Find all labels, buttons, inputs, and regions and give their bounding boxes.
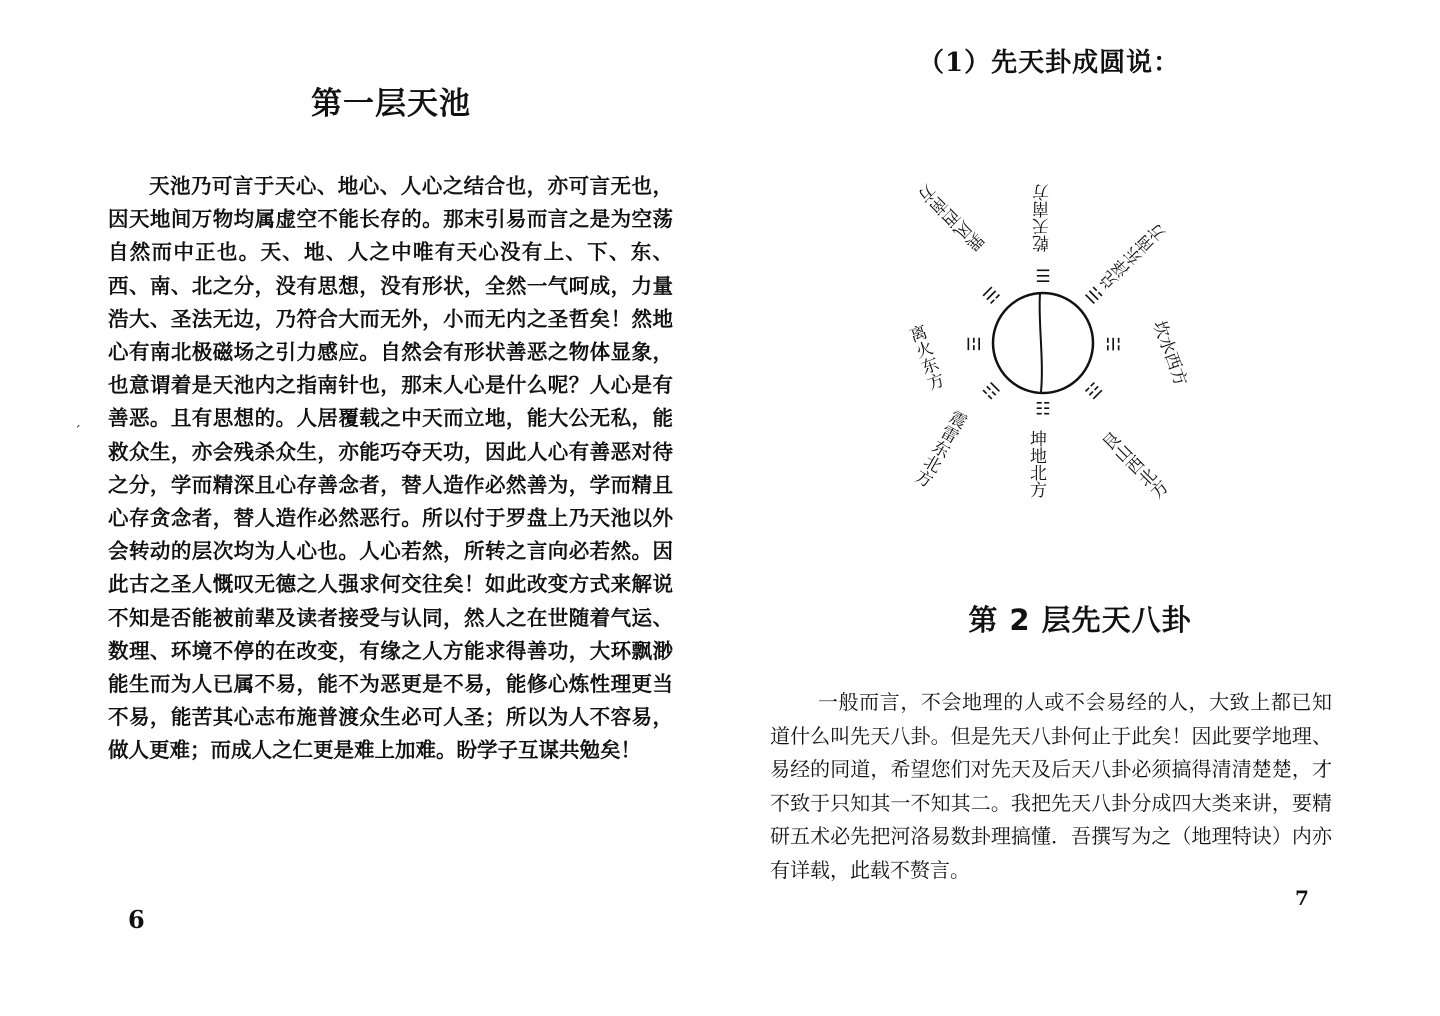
scan-mark: ˊ [74,424,81,440]
right-page-body [770,686,1332,888]
trigram-right-icon: ☵ [1102,336,1122,352]
trigram-top-left-icon: ☴ [979,283,1005,309]
trigram-bottom-left-icon: ☳ [979,377,1005,403]
left-page-paragraph: 天池乃可言于天心、地心、人心之结合也，亦可言无也，因天地间万物均属虚空不能长存的。那末引易而言之是为空荡自然而中正也。天、地、人之中唯有天心没有上、下、东、西、南、北之分，没有思想，没有形状，全然一气呵成，力量浩大、圣法无边，乃符合大而无外，小而无内之圣哲矣！然地心有南北极磁场之引力感应。自然会有形状善恶之物体显象，也意谓着是天池内之指南针也，那末人心是什么呢？人心是有善恶。且有思想的。人居覆载之中天而立地，能大公无私，能救众生，亦会残杀众生，亦能巧夺天功，因此人心有善恶对待之分，学而精深且心存善念者，替人造作必然善为，学而精且心存贪念者，替人造作必然恶行。所以付于罗盘上乃天池以外会转动的层次均为人心也。人心若然，所转之言向必若然。因此古之圣人慨叹无德之人强求何交往矣！如此改变方式来解说不知是否能被前辈及读者接受与认同，然人之在世随着气运、数理、环境不停的在改变，有缘之人方能求得善功，大环飘渺能生而为人已属不易，能不为恶更是不易，能修心炼性理更当不易，能苦其心志布施普渡众生必可人圣；所以为人不容易，做人更难；而成人之仁更是难上加难。盼学子互谋共勉矣！ [108,174,673,763]
right-page-number: 7 [1295,886,1309,910]
label-bottom-left: 震雷东北方 [909,405,970,490]
left-page-number: 6 [128,905,145,934]
label-top: 乾天南方 [1033,184,1053,252]
trigram-bottom-icon: ☷ [1035,397,1051,417]
trigram-left-icon: ☲ [965,336,985,352]
trigram-top-right-icon: ☱ [1080,283,1106,309]
label-right: 坎水西方 [1148,318,1191,389]
label-top-right: 兑泽东南方 [1096,221,1171,296]
taiji-circle [993,293,1093,393]
right-page-title: 第 2 层先天八卦 [968,603,1192,637]
right-page-paragraph: 一般而言，不会地理的人或不会易经的人，大致上都已知道什么叫先天八卦。但是先天八卦何止于此矣！因此要学地理、易经的同道，希望您们对先天及后天八卦必须搞得清清楚楚，才不致于只知其一不知其二。我把先天八卦分成四大类来讲，要精研五术必先把河洛易数卦理搞懂．吾撰写为之（地理特诀）内亦有详载，此载不赘言。 [770,690,1332,882]
left-page-body [108,170,673,768]
figure-caption: （1）先天卦成圆说： [918,48,1181,78]
left-page-title: 第一层天池 [311,86,471,122]
label-bottom-right: 艮山西北方 [1096,429,1171,504]
trigram-top-icon: ☰ [1035,267,1051,287]
label-top-left: 巽风西南方 [915,179,991,254]
trigram-bottom-right-icon: ☶ [1080,377,1106,403]
bagua-diagram [860,160,1220,520]
taiji-dividing-line [1040,294,1042,392]
label-left: 离火东方 [903,322,946,394]
label-bottom: 坤地北方 [1026,430,1046,498]
